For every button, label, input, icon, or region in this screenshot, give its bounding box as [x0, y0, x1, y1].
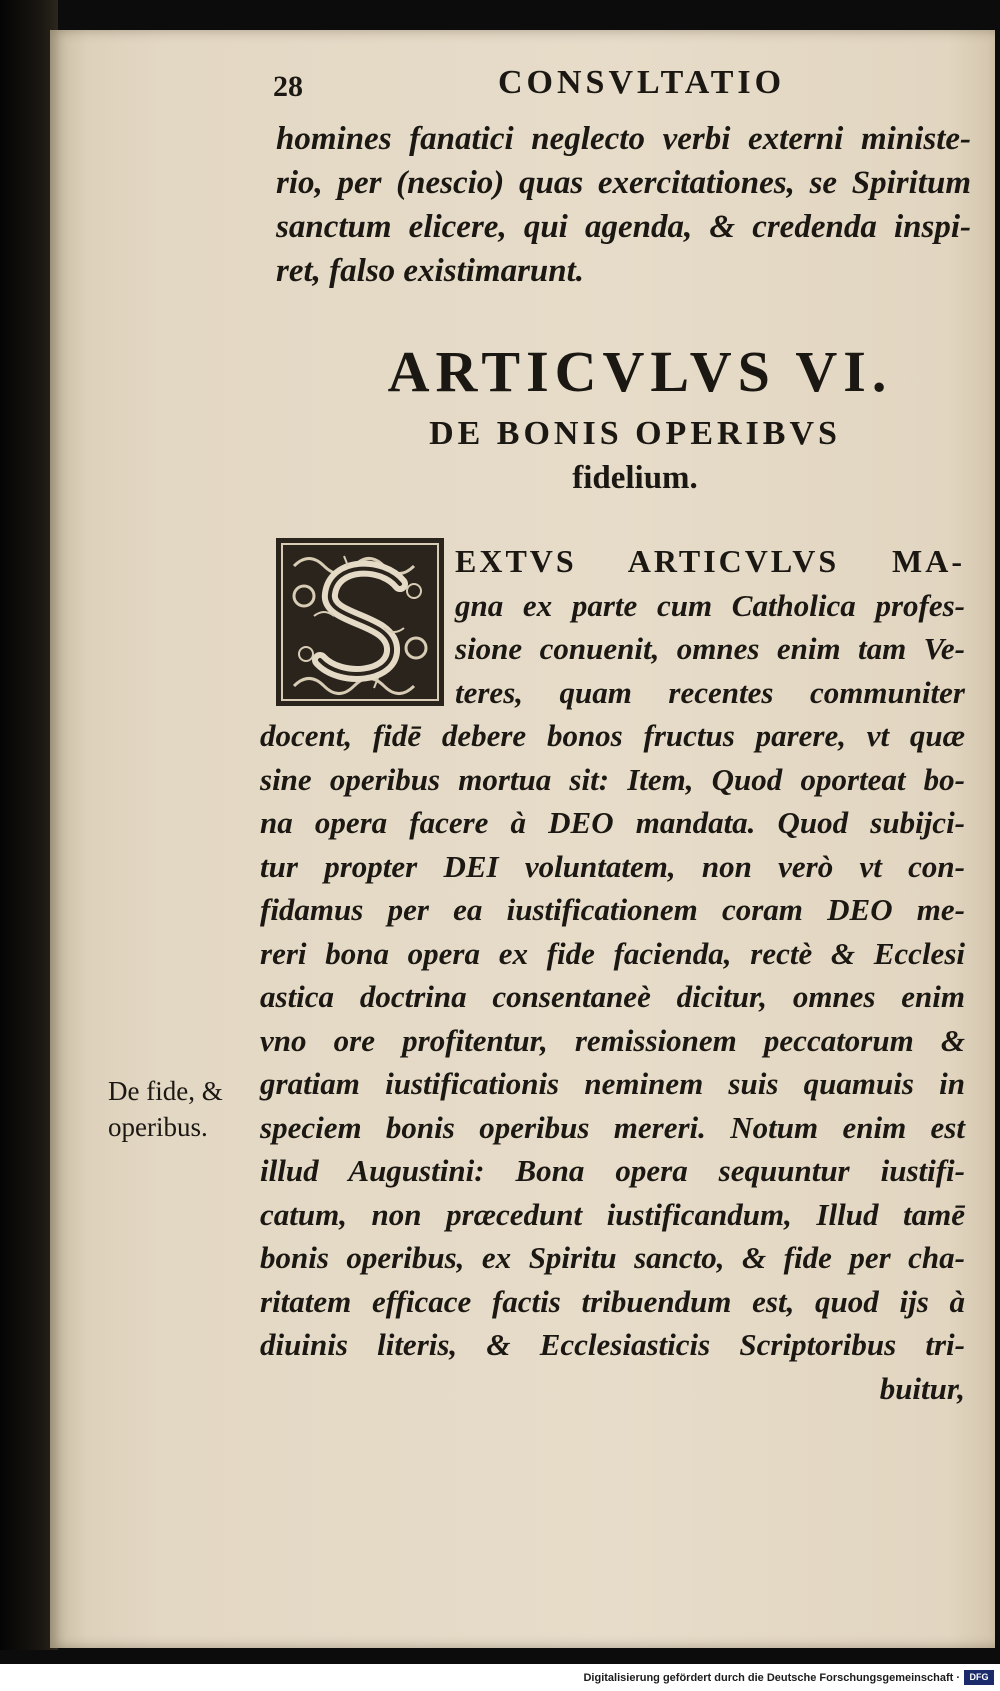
text-line: homines fanatici neglecto verbi externi ministe-	[276, 121, 971, 157]
text-line: buitur,	[879, 1370, 965, 1406]
text-line: reri bona opera ex fide facienda, rectè & Ecclesi	[260, 935, 965, 971]
page-number: 28	[273, 70, 303, 103]
text-line: docent, fidē debere bonos fructus parere, vt quæ	[260, 718, 965, 753]
text-line: tur propter DEI voluntatem, non verò vt con-	[260, 848, 965, 884]
footer-credit: Digitalisierung gefördert durch die Deutsche Forschungsgemeinschaft ·	[583, 1672, 960, 1684]
article-title: ARTICVLVS VI.	[387, 339, 893, 404]
text-line: na opera facere à DEO mandata. Quod subijci-	[260, 805, 965, 840]
article-subtitle: DE BONIS OPERIBVS	[429, 415, 841, 452]
text-line: bonis operibus, ex Spiritu sancto, & fide per cha-	[260, 1240, 965, 1275]
dfg-logo-icon: DFG	[964, 1670, 994, 1685]
text-line: rio, per (nescio) quas exercitationes, se Spiritum	[276, 165, 971, 201]
text-line: illud Augustini: Bona opera sequuntur iustifi-	[260, 1153, 965, 1188]
text-line: gna ex parte cum Catholica profes-	[455, 587, 965, 623]
text-line: EXTVS ARTICVLVS MA-	[455, 543, 965, 579]
margin-note-line: De fide, &	[108, 1076, 223, 1106]
text-line: ret, falso existimarunt.	[276, 253, 585, 289]
text-line: astica doctrina consentaneè dicitur, omnes enim	[260, 979, 965, 1014]
margin-note-line: operibus.	[108, 1112, 208, 1142]
article-body	[260, 540, 965, 1410]
text-line: vno ore profitentur, remissionem peccatorum &	[260, 1022, 965, 1058]
text-line: diuinis literis, & Ecclesiasticis Scriptoribus tri-	[260, 1327, 965, 1362]
text-line: sine operibus mortua sit: Item, Quod oporteat bo-	[260, 761, 965, 797]
text-line: sanctum elicere, qui agenda, & credenda inspi-	[276, 209, 971, 245]
text-line: gratiam iustificationis neminem suis quamuis in	[260, 1066, 965, 1101]
running-head: CONSVLTATIO	[498, 64, 786, 101]
article-subtitle-continued: fidelium.	[572, 460, 698, 496]
intro-paragraph	[276, 117, 971, 293]
text-line: fidamus per ea iustificationem coram DEO me-	[260, 892, 965, 927]
text-line: speciem bonis operibus mereri. Notum enim est	[260, 1109, 965, 1145]
text-line: ritatem efficace factis tribuendum est, quod ijs à	[260, 1283, 965, 1319]
text-line: teres, quam recentes communiter	[455, 674, 965, 710]
text-line: sione conuenit, omnes enim tam Ve-	[455, 631, 965, 666]
margin-note	[108, 1073, 223, 1145]
text-line: catum, non præcedunt iustificandum, Illud tamē	[260, 1196, 965, 1232]
